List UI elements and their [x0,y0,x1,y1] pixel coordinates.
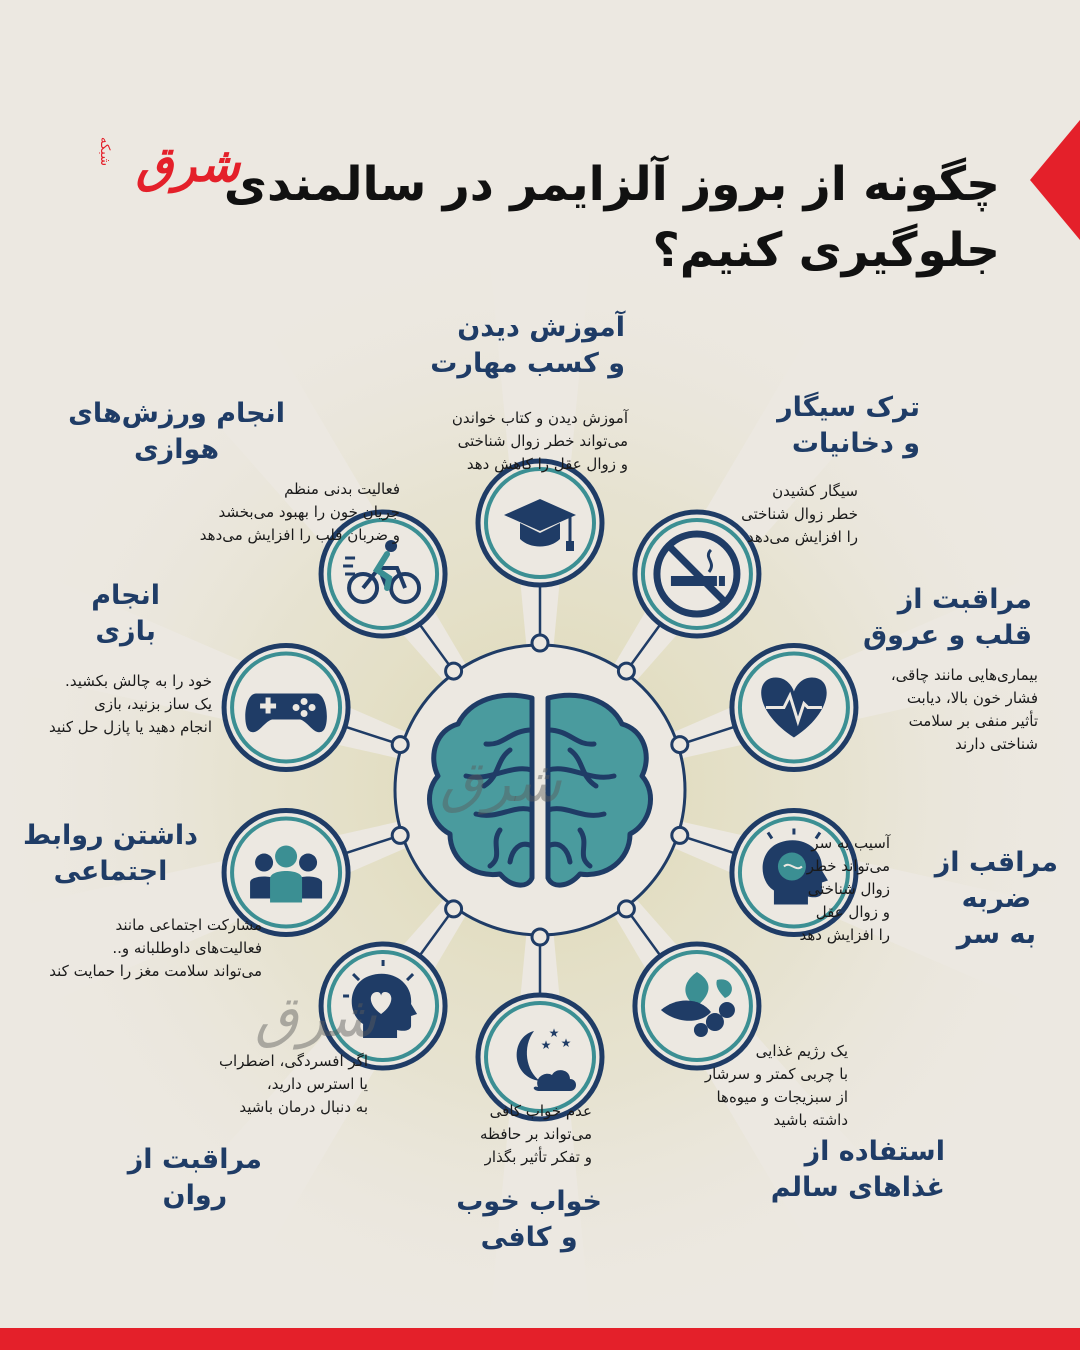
svg-text:★: ★ [540,1038,552,1052]
desc-mental: اگر افسردگی، اضطراب یا استرس دارید، به دنبال درمان باشید [218,1052,368,1116]
heading-heart: مراقبت از قلب و عروق [862,584,1032,651]
bottom-accent-bar [0,1328,1080,1350]
desc-heart: بیماری‌هایی مانند چاقی، فشار خون بالا، دیابت تأثیر منفی بر سلامت شناختی دارند [890,666,1038,753]
desc-smoking: سیگار کشیدن خطر زوال شناختی را افزایش می‌دهد [741,482,858,546]
heading-mental: مراقبت از روان [127,1144,262,1211]
ring-node [672,827,688,843]
ring-node [672,737,688,753]
ring-node [392,737,408,753]
watermark-lower: شرق [255,985,377,1050]
heading-food: استفاده از غذاهای سالم [770,1136,945,1203]
ring-node [618,663,634,679]
watermark-center: شرق [440,750,562,815]
desc-exercise: فعالیت بدنی منظم جریان خون را بهبود می‌بخشد و ضربان قلب را افزایش می‌دهد [199,480,400,544]
logo-text: شرق [136,137,240,193]
ring-node [446,901,462,917]
desc-sleep: عدم خواب کافی می‌تواند بر حافظه و تفکر تأثیر بگذار [479,1102,592,1166]
icon-circle-inner [486,1003,594,1111]
heading-education: آموزش دیدن و کسب مهارت [430,312,625,379]
title-line-1: چگونه از بروز آلزایمر در سالمندی [223,157,1000,212]
logo-subtext: شبکه [97,137,112,166]
desc-head: آسیب به سر می‌تواند خطر زوال شناختی و زوال عقل را افزایش دهد [799,834,890,944]
ring-node [618,901,634,917]
desc-education: آموزش دیدن و کتاب خواندن می‌تواند خطر زوال شناختی و زوال عقل را کاهش دهد [451,409,628,473]
heading-games: انجام بازی [91,580,160,647]
ring-node [446,663,462,679]
title-line-2: جلوگیری کنیم؟ [652,223,1000,278]
desc-games: خود را به چالش بکشید. یک ساز بزنید، بازی انجام دهید یا پازل حل کنید [48,672,212,736]
heading-head: مراقب از ضربه به سر [934,847,1058,950]
ring-node [532,635,548,651]
desc-food: یک رژیم غذایی با چربی کمتر و سرشار از سبزیجات و میوه‌ها داشته باشید [704,1042,848,1129]
ring-node [392,827,408,843]
heading-sleep: خواب خوب و کافی [456,1186,602,1253]
desc-social: مشارکت اجتماعی مانند فعالیت‌های داوطلبانه و.. می‌تواند سلامت مغز را حمایت کند [49,916,262,980]
svg-text:★: ★ [548,1026,560,1040]
heading-exercise: انجام ورزش‌های هوازی [68,398,285,465]
heading-social: داشتن روابط اجتماعی [22,820,198,887]
ring-node [532,929,548,945]
svg-text:★: ★ [560,1036,572,1050]
heading-smoking: ترک سیگار و دخانیات [777,392,920,459]
